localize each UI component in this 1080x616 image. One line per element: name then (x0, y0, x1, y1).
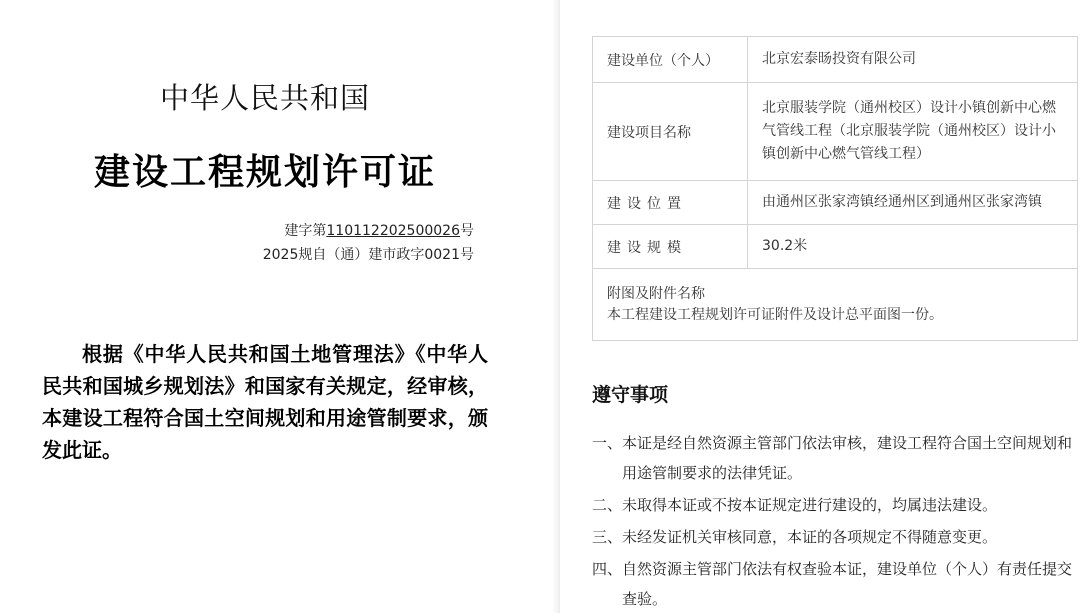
permit-info-table (592, 36, 1078, 341)
permit-details-page (560, 0, 1080, 613)
project-label: 建设项目名称 (593, 83, 748, 181)
location-value: 由通州区张家湾镇经通州区到通州区张家湾镇 (748, 181, 1078, 225)
attachments-cell (593, 269, 1078, 341)
scale-label: 建设规模 (593, 225, 748, 269)
notes-heading: 遵守事项 (592, 384, 669, 406)
permit-second-number: 2025规自（通）建市政字0021号 (262, 247, 474, 263)
attachments-label: 附图及附件名称 (607, 285, 705, 302)
permit-title: 建设工程规划许可证 (93, 152, 436, 193)
location-label: 建设位置 (593, 181, 748, 225)
permit-number-prefix: 建字第 (284, 223, 327, 239)
unit-label: 建设单位（个人） (593, 37, 748, 83)
note-number: 一、 (592, 434, 623, 452)
attachments-value: 本工程建设工程规划许可证附件及设计总平面图一份。 (607, 306, 943, 323)
table-row-unit (593, 37, 1078, 83)
list-item (592, 490, 1078, 520)
table-row-location (593, 181, 1078, 225)
project-value: 北京服装学院（通州校区）设计小镇创新中心燃气管线工程（北京服装学院（通州校区）设计小镇创新中心燃气管线工程） (748, 83, 1078, 181)
permit-number-value: 110112202500026 (326, 223, 460, 239)
note-text: 本证是经自然资源主管部门依法审核，建设工程符合国土空间规划和用途管制要求的法律凭证。 (622, 434, 1073, 482)
table-row-scale (593, 225, 1078, 269)
list-item (592, 428, 1078, 488)
permit-number (284, 220, 474, 240)
unit-value: 北京宏泰旸投资有限公司 (748, 37, 1078, 83)
list-item (592, 554, 1078, 614)
note-number: 四、 (592, 560, 623, 578)
scale-value: 30.2米 (748, 225, 1078, 269)
note-text: 未经发证机关审核同意，本证的各项规定不得随意变更。 (622, 528, 998, 546)
notes-list (592, 428, 1078, 616)
note-text: 自然资源主管部门依法有权查验本证，建设单位（个人）有责任提交查验。 (622, 560, 1073, 608)
table-row-project (593, 83, 1078, 181)
list-item (592, 522, 1078, 552)
country-name: 中华人民共和国 (159, 81, 370, 115)
table-row-attachments (593, 269, 1078, 341)
permit-statement: 根据《中华人民共和国土地管理法》《中华人民共和国城乡规划法》和国家有关规定，经审核，本建设工程符合国土空间规划和用途管制要求，颁发此证。 (42, 342, 488, 462)
permit-number-suffix: 号 (460, 223, 474, 239)
note-number: 二、 (592, 496, 623, 514)
note-number: 三、 (592, 528, 623, 546)
note-text: 未取得本证或不按本证规定进行建设的，均属违法建设。 (622, 496, 998, 514)
